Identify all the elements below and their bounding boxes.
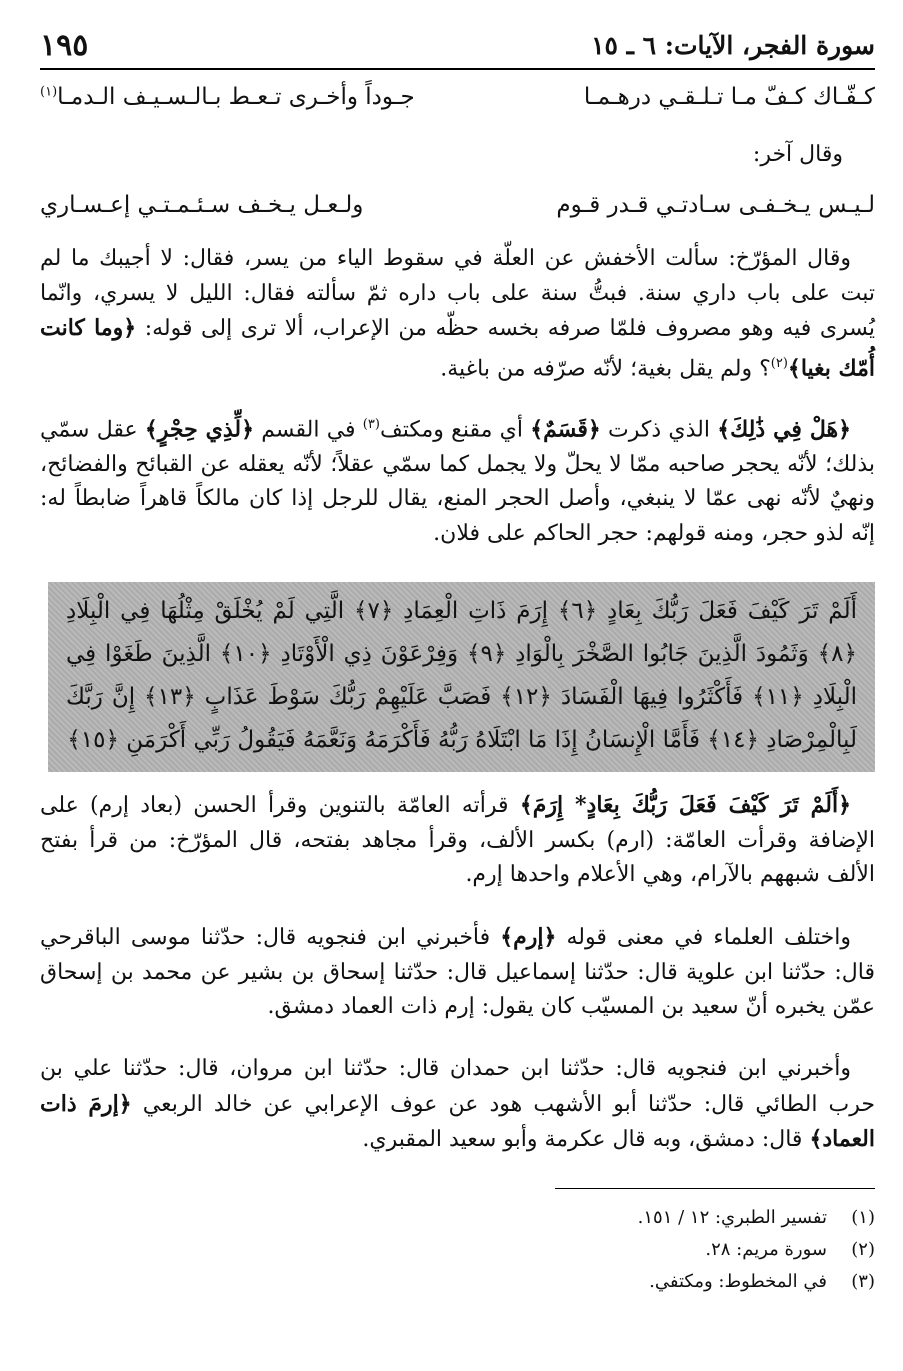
quote-bold: ﴿هَلْ فِي ذَٰلِكَ﴾ bbox=[717, 416, 852, 443]
footnote-1: (١) تفسير الطبري: ١٢ / ١٥١. bbox=[637, 1207, 875, 1228]
paragraph-5: وأخبرني ابن فنجويه قال: حدّثنا ابن حمدان قال: حدّثنا ابن مروان، قال: حدّثنا علي بن حرب الطائي قال: حدّثنا أبو الأشهب هود عن عوف الإعرابي عن خالد الربعي ﴿إرمَ ذات العماد﴾ قال: دمشق، وبه قال عكرمة وأبو سعيد المقبري. bbox=[40, 1056, 875, 1152]
footnote-ref-1: (١) bbox=[40, 84, 58, 100]
paragraph-2: ﴿هَلْ فِي ذَٰلِكَ﴾ الذي ذكرت ﴿قَسَمٌ﴾ أي مقنع ومكتف$^{(٣)}$ في القسم ﴿لِّذِي حِجْرٍ﴾ عقل سمّي بذلك؛ لأنّه يحجر صاحبه ممّا لا يحلّ ولا يجمل كما سمّي عقلاً؛ لأنّه يعقله عن القبائح والفضائح، ونهيٌ لأنّه نهى عمّا لا ينبغي، وأصل الحجر المنع، يقال للرجل إذا كان مالكاً قاهراً ضابطاً له: إنّه لذو حجر، ومنه قولهم: حجر الحاكم على فلان. bbox=[40, 416, 875, 546]
footnote-ref-2: (٢) bbox=[770, 355, 788, 371]
footnote-ref-3: (٣) bbox=[362, 417, 380, 432]
footnote-2: (٢) سورة مريم: ٢٨. bbox=[705, 1239, 875, 1260]
footnote-3: (٣) في المخطوط: ومكتفي. bbox=[649, 1271, 875, 1292]
paragraph-4: واختلف العلماء في معنى قوله ﴿إرم﴾ فأخبرني ابن فنجويه قال: حدّثنا موسى الباقرحي قال: حدّثنا ابن علوية قال: حدّثنا إسماعيل قال: حدّثنا إسحاق بن بشير عن محمد بن إسحاق عمّن يخبره أنّ سعيد بن المسيّب كان يقول: إرم ذات العماد دمشق. bbox=[40, 924, 875, 1019]
quote-bold: ﴿أَلَمْ تَرَ كَيْفَ فَعَلَ رَبُّكَ بِعَادٍ* إِرَمَ﴾ bbox=[519, 792, 851, 818]
paragraph-1: وقال المؤرّخ: سألت الأخفش عن العلّة في سقوط الياء من يسر، فقال: لا أجيبك ما لم تبت على باب داري سنة. فبتُّ سنة على باب داره ثمّ سألته فقال: الليل لا يسري، وانّما يُسرى فيه وهو مصروف فلمّا صرفه بخسه حظّه من الإعراب، ألا ترى إلى قوله: ﴿وما كانت أُمّك بغيا﴾$^{(٢)}$؟ ولم يقل بغية؛ لأنّه صرّفه من باغية. bbox=[40, 246, 875, 381]
quote-bold: ﴿قَسَمٌ﴾ bbox=[530, 416, 601, 443]
quote-bold: ﴿إرمَ ذات العماد﴾ bbox=[40, 1090, 875, 1152]
intro-line: وقال آخر: bbox=[752, 142, 843, 167]
running-title: سورة الفجر، الآيات: ٦ ـ ١٥ bbox=[591, 30, 875, 60]
poem-line-1-right: كـفّـاك كـفّ مـا تـلـقـي درهـمـا bbox=[583, 84, 875, 110]
page-number: ١٩٥ bbox=[40, 27, 89, 63]
poem-line-2 bbox=[40, 192, 875, 218]
footnote-separator bbox=[555, 1188, 875, 1189]
paragraph-3: ﴿أَلَمْ تَرَ كَيْفَ فَعَلَ رَبُّكَ بِعَادٍ* إِرَمَ﴾ قرأته العامّة بالتنوين وقرأ الحسن (بعاد إرم) على الإضافة وقرأت العامّة: (ارم) بكسر الألف، وقرأ مجاهد بفتحه، قال المؤرّخ: من قرأ بفتح الألف شبههم بالآرام، وهي الأعلام واحدها إرم. bbox=[40, 792, 875, 887]
page-header bbox=[40, 22, 875, 70]
quran-verses-block: أَلَمْ تَرَ كَيْفَ فَعَلَ رَبُّكَ بِعَادٍ ﴿٦﴾ إِرَمَ ذَاتِ الْعِمَادِ ﴿٧﴾ الَّتِي لَمْ يُخْلَقْ مِثْلُهَا فِي الْبِلَادِ ﴿٨﴾ وَثَمُودَ الَّذِينَ جَابُوا الصَّخْرَ بِالْوَادِ ﴿٩﴾ وَفِرْعَوْنَ ذِي الْأَوْتَادِ ﴿١٠﴾ الَّذِينَ طَغَوْا فِي الْبِلَادِ ﴿١١﴾ فَأَكْثَرُوا فِيهَا الْفَسَادَ ﴿١٢﴾ فَصَبَّ عَلَيْهِمْ رَبُّكَ سَوْطَ عَذَابٍ ﴿١٣﴾ إِنَّ رَبَّكَ لَبِالْمِرْصَادِ ﴿١٤﴾ فَأَمَّا الْإِنسَانُ إِذَا مَا ابْتَلَاهُ رَبُّهُ فَأَكْرَمَهُ وَنَعَّمَهُ فَيَقُولُ رَبِّي أَكْرَمَنِ ﴿١٥﴾ bbox=[48, 582, 875, 772]
poem-line-1 bbox=[40, 84, 875, 110]
poem-line-2-right: لـيـس يـخـفـى سـادتـي قـدر قـوم bbox=[556, 192, 875, 218]
quote-bold: ﴿وما كانت أُمّك بغيا﴾ bbox=[40, 315, 875, 381]
quote-bold: ﴿إرم﴾ bbox=[500, 924, 557, 950]
poem-line-1-left: جـوداً وأخـرى تـعـط بـالـسـيـف الـدمـا$^{(١)}$ bbox=[40, 84, 415, 110]
quote-bold: ﴿لِّذِي حِجْرٍ﴾ bbox=[144, 416, 254, 443]
poem-line-2-left: ولـعـل يـخـف سـئـمـتـي إعـسـاري bbox=[40, 192, 364, 218]
